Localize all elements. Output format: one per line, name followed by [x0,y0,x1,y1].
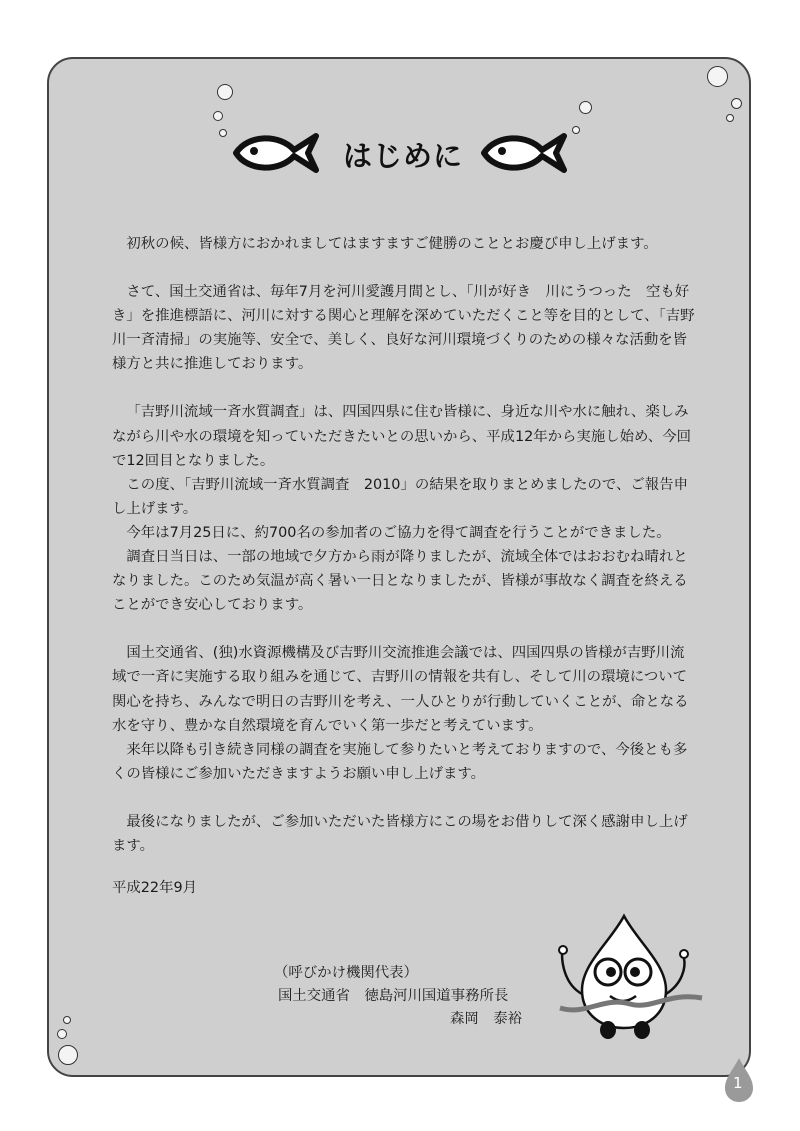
bubble-icon [63,1016,71,1024]
paragraph: さて、国土交通省は、毎年7月を河川愛護月間とし、「川が好き 川にうつった 空も好き」を推進標語に、河川に対する関心と理解を深めていただくこと等を目的として、「吉野川一斉清掃」の実施等、安全で、美しく、良好な河川環境づくりのための様々な活動を皆様方と共に推進しております。 [112,284,695,373]
bubble-icon [579,101,592,114]
letter-date: 平成22年9月 [112,880,198,896]
bubble-icon [707,66,728,87]
bubble-icon [58,1045,78,1065]
signature-block [260,962,528,1031]
paragraph: 調査日当日は、一部の地域で夕方から雨が降りましたが、流域全体ではおおむね晴れとなりました。このため気温が高く暑い一日となりましたが、皆様が事故なく調査を終えることができ安心しております。 [112,549,688,614]
paragraph: 最後になりましたが、ご参加いただいた皆様方にこの場をお借りして深く感謝申し上げます。 [112,813,688,854]
page-title: はじめに [342,139,463,173]
bubble-icon [57,1029,67,1039]
paragraph: 国土交通省、(独)水資源機構及び吉野川交流推進会議では、四国四県の皆様が吉野川流域で一斉に実施する取り組みを通じて、吉野川の情報を共有し、そして川の環境について関心を持ち、みんなで明日の吉野川を考え、一人ひとりが行動していくことが、命となる水を守り、豊かな自然環境を育んでいく第一歩だと考えています。 [112,645,689,734]
letter-body [112,232,696,858]
fish-icon [232,130,322,176]
paragraph: この度、「吉野川流域一斉水質調査 2010」の結果を取りまとめましたので、ご報告申し上げます。 [112,476,688,517]
fish-icon [480,130,570,176]
signature-name: 森岡 泰裕 [450,1011,522,1027]
paragraph: 今年は7月25日に、約700名の参加者のご協力を得て調査を行うことができました。 [126,524,671,541]
signature-office: 国土交通省 徳島河川国道事務所長 [278,988,509,1004]
signature-caller: （呼びかけ機関代表） [274,965,418,981]
bubble-icon [217,84,233,100]
paragraph: 初秋の候、皆様方におかれましてはますますご健勝のこととお慶び申し上げます。 [126,236,658,252]
bubble-icon [572,126,580,134]
bubble-icon [731,98,742,109]
paragraph: 「吉野川流域一斉水質調査」は、四国四県に住む皆様に、身近な川や水に触れ、楽しみながら川や水の環境を知っていただきたいとの思いから、平成12年から実施し始め、今回で12回目となりました。 [112,404,691,469]
bubble-icon [219,129,227,137]
bubble-icon [213,111,223,121]
paragraph: 来年以降も引き続き同様の調査を実施して参りたいと考えておりますので、今後とも多くの皆様にご参加いただきますようお願い申し上げます。 [112,741,688,782]
page-number: 1 [733,1074,743,1092]
title-row [232,130,572,176]
bubble-icon [726,114,734,122]
water-drop-mascot-icon [556,912,706,1047]
